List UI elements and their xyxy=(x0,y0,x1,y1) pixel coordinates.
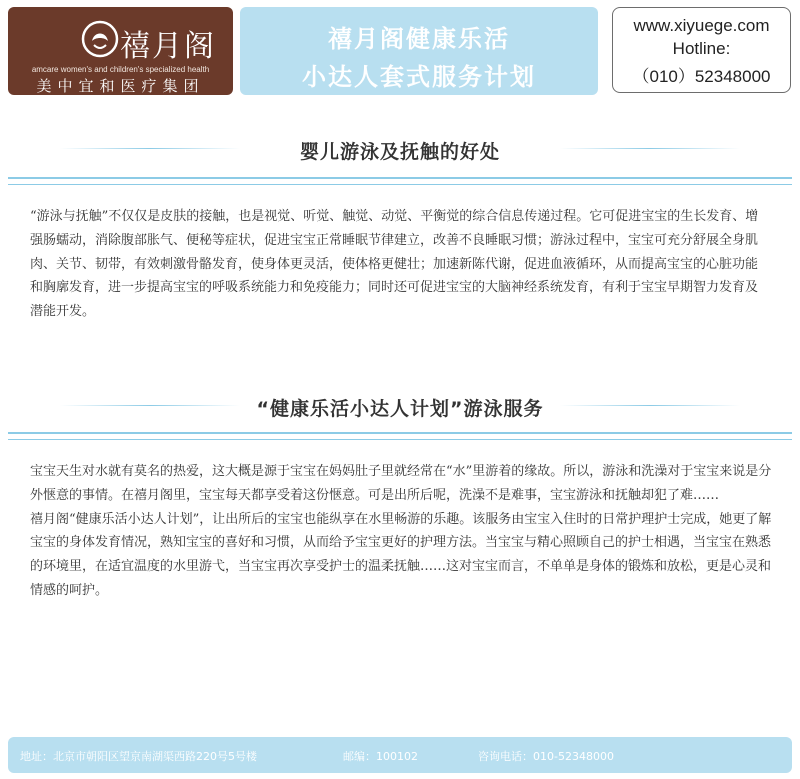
brand-tagline: amcare women's and children's specialized health xyxy=(31,65,210,74)
website-link[interactable]: www.xiyuege.com xyxy=(633,16,770,35)
footer-postcode: 邮编：100102 xyxy=(343,750,418,763)
brand-group: 美中宜和医疗集团 xyxy=(36,77,205,95)
section1-heading: 婴儿游泳及抚触的好处 xyxy=(299,141,500,163)
section2-body xyxy=(30,460,772,603)
contact-box xyxy=(612,7,791,93)
page-title-line1: 禧月阁健康乐活 xyxy=(328,25,510,53)
page-title-line2: 小达人套式服务计划 xyxy=(302,63,536,91)
hotline-number: （010）52348000 xyxy=(632,67,771,86)
hotline-label: Hotline: xyxy=(672,39,731,58)
section-divider xyxy=(8,432,792,440)
page-title-banner xyxy=(240,7,598,95)
section2-heading: “健康乐活小达人计划”游泳服务 xyxy=(256,398,544,420)
footer-phone: 咨询电话：010-52348000 xyxy=(478,750,614,763)
section-divider xyxy=(8,177,792,185)
lotus-logo-icon xyxy=(80,19,120,59)
brand-logo xyxy=(8,7,233,95)
section1-body: “游泳与抚触”不仅仅是皮肤的接触，也是视觉、听觉、触觉、动觉、平衡觉的综合信息传递过程。它可促进宝宝的生长发育、增强肠蠕动，消除腹部胀气、便秘等症状，促进宝宝正常睡眠节律建立，改善不良睡眠习惯；游泳过程中，宝宝可充分舒展全身肌肉、关节、韧带，有效刺激骨骼发育，使身体更灵活，使体格更健壮；加速新陈代谢，促进血液循环，从而提高宝宝的心脏功能和胸廓发育，进一步提高宝宝的呼吸系统能力和免疫能力；同时还可促进宝宝的大脑神经系统发育，有利于宝宝早期智力发育及潜能开发。 xyxy=(30,209,759,320)
section2-paragraph-2: 禧月阁“健康乐活小达人计划”，让出所后的宝宝也能纵享在水里畅游的乐趣。该服务由宝宝入住时的日常护理护士完成，她更了解宝宝的身体发育情况，熟知宝宝的喜好和习惯，从而给予宝宝更好的护理方法。当宝宝与精心照顾自己的护士相遇，当宝宝在熟悉的环境里，在适宜温度的水里游弋，当宝宝再次享受护士的温柔抚触……这对宝宝而言，不单单是身体的锻炼和放松，更是心灵和情感的呵护。 xyxy=(30,511,772,598)
section2-paragraph-1: 宝宝天生对水就有莫名的热爱，这大概是源于宝宝在妈妈肚子里就经常在“水”里游着的缘故。所以，游泳和洗澡对于宝宝来说是分外惬意的事情。在禧月阁里，宝宝每天都享受着这份惬意。可是出所后呢，洗澡不是难事，宝宝游泳和抚触却犯了难…… xyxy=(30,464,772,503)
footer-bar xyxy=(8,737,792,773)
brand-name: 禧月阁 xyxy=(120,29,216,64)
footer-address: 地址：北京市朝阳区望京南湖渠西路220号5号楼 xyxy=(20,750,257,763)
